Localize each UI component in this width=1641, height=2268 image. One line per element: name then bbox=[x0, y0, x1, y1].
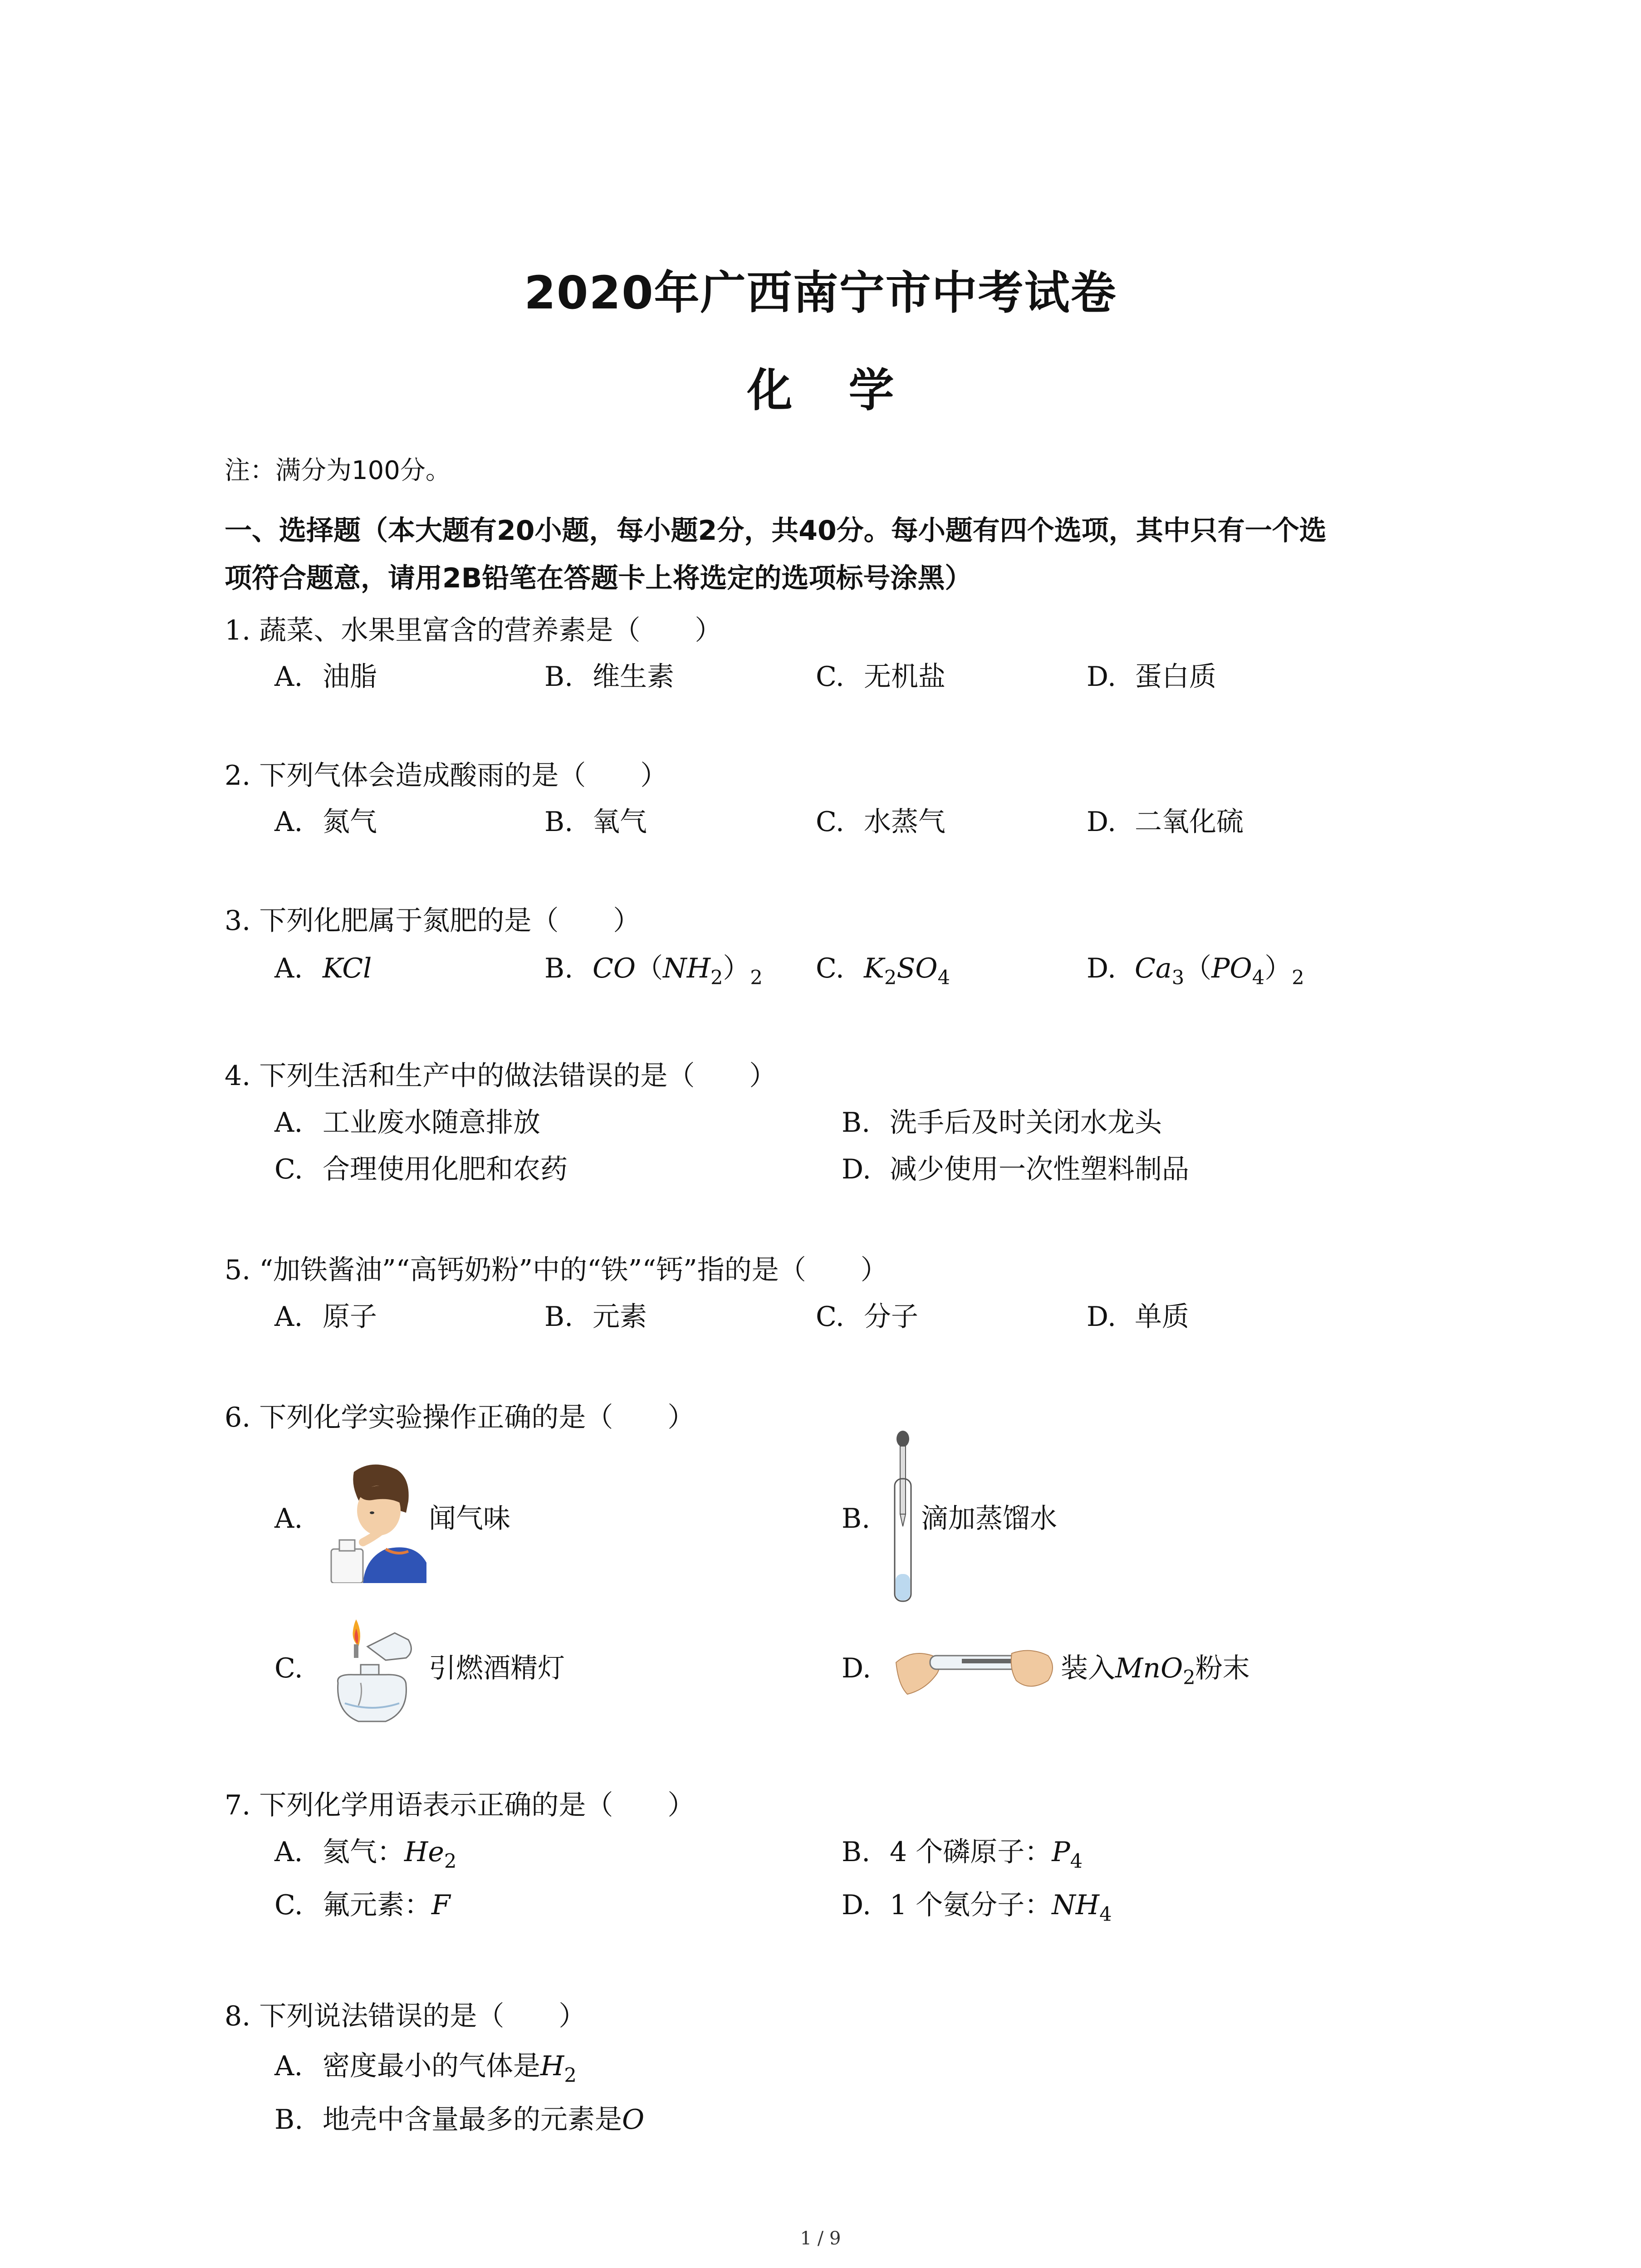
option-key: B. bbox=[544, 806, 573, 838]
subscript: 2 bbox=[1292, 967, 1304, 990]
option-key: D. bbox=[1087, 806, 1117, 838]
question-8-option-b bbox=[274, 2104, 645, 2136]
option-text: 地壳中含量最多的元素是 bbox=[323, 2104, 622, 2136]
subscript: 2 bbox=[750, 967, 763, 990]
formula: NH bbox=[1052, 1889, 1100, 1921]
option-text: 单质 bbox=[1135, 1301, 1189, 1333]
subscript: 2 bbox=[884, 967, 897, 990]
question-2-option-d bbox=[1087, 808, 1244, 836]
question-5-stem: 5. “加铁酱油”“高钙奶粉”中的“铁”“钙”指的是（ ） bbox=[225, 1254, 888, 1286]
option-text: 4 个磷原子： bbox=[890, 1836, 1052, 1868]
option-text: 分子 bbox=[864, 1301, 918, 1333]
question-6-option-c-text: 引燃酒精灯 bbox=[429, 1652, 565, 1684]
page-title: 2020年广西南宁市中考试卷 bbox=[524, 266, 1117, 319]
question-6-stem: 6. 下列化学实验操作正确的是（ ） bbox=[225, 1402, 695, 1433]
option-key: C. bbox=[816, 953, 844, 984]
option-text: 减少使用一次性塑料制品 bbox=[890, 1154, 1189, 1185]
option-key: B. bbox=[544, 661, 573, 693]
question-6-option-b-text: 滴加蒸馏水 bbox=[921, 1503, 1057, 1535]
hands-loading-test-tube-illustration bbox=[894, 1635, 1057, 1703]
question-2-option-a bbox=[274, 808, 377, 836]
option-key: B. bbox=[544, 953, 573, 984]
question-2-stem: 2. 下列气体会造成酸雨的是（ ） bbox=[225, 760, 668, 792]
question-3-option-b bbox=[544, 953, 763, 990]
option-key: C. bbox=[274, 1154, 303, 1185]
option-key: A. bbox=[274, 953, 303, 984]
subject-char-2: 学 bbox=[848, 364, 894, 417]
formula-part: SO bbox=[896, 953, 938, 984]
option-key: B. bbox=[544, 1301, 573, 1333]
question-5-option-c bbox=[816, 1301, 918, 1333]
option-key: C. bbox=[816, 806, 844, 838]
question-4-option-d bbox=[842, 1156, 1189, 1183]
subscript: 4 bbox=[1099, 1903, 1112, 1926]
formula-part: K bbox=[864, 953, 884, 984]
option-text: 密度最小的气体是 bbox=[323, 2050, 540, 2082]
question-3-option-d bbox=[1087, 953, 1304, 990]
subject-heading bbox=[0, 354, 1641, 419]
formula: KCl bbox=[323, 953, 372, 984]
question-6-option-c-key: C. bbox=[274, 1652, 303, 1684]
paren-open: （ bbox=[1184, 953, 1212, 984]
question-7-option-a bbox=[274, 1836, 457, 1873]
paren-close: ） bbox=[723, 953, 750, 984]
option-key: A. bbox=[274, 661, 303, 693]
option-text: 氮气 bbox=[323, 806, 377, 838]
option-text: 维生素 bbox=[593, 661, 674, 693]
page-number: 1 / 9 bbox=[800, 2228, 841, 2249]
question-5-option-d bbox=[1087, 1301, 1189, 1333]
formula: F bbox=[431, 1889, 451, 1921]
subscript: 2 bbox=[564, 2064, 577, 2087]
question-7-option-b bbox=[842, 1836, 1083, 1873]
question-3-option-c bbox=[816, 953, 950, 990]
section-heading-line2: 项符合题意，请用2B铅笔在答题卡上将选定的选项标号涂黑） bbox=[225, 562, 972, 594]
option-key: D. bbox=[1087, 1301, 1117, 1333]
option-key: B. bbox=[274, 2104, 304, 2136]
question-6-option-b-key: B. bbox=[842, 1503, 871, 1535]
paren-close: ） bbox=[1264, 953, 1292, 984]
dropper-over-test-tube-illustration bbox=[887, 1429, 919, 1610]
option-key: D. bbox=[842, 1154, 872, 1185]
question-2-option-b bbox=[544, 808, 647, 836]
option-text: 水蒸气 bbox=[864, 806, 945, 838]
question-5-option-a bbox=[274, 1301, 377, 1333]
formula: He bbox=[404, 1836, 444, 1868]
option-key: A. bbox=[274, 1301, 303, 1333]
option-key: A. bbox=[274, 1836, 303, 1868]
option-key: C. bbox=[816, 661, 844, 693]
option-key: A. bbox=[274, 2050, 303, 2082]
option-key: B. bbox=[842, 1836, 871, 1868]
section-heading-line1: 一、选择题（本大题有20小题，每小题2分，共40分。每小题有四个选项，其中只有一个选 bbox=[225, 515, 1327, 547]
question-6-option-a-text: 闻气味 bbox=[429, 1503, 510, 1535]
question-6-option-a-key: A. bbox=[274, 1503, 303, 1535]
option-text: 1 个氨分子： bbox=[890, 1889, 1052, 1921]
question-5-option-b bbox=[544, 1301, 647, 1333]
option-text: 合理使用化肥和农药 bbox=[323, 1154, 568, 1185]
option-key: A. bbox=[274, 806, 303, 838]
option-text: 二氧化硫 bbox=[1135, 806, 1244, 838]
option-text: 元素 bbox=[593, 1301, 647, 1333]
subscript: 4 bbox=[1252, 967, 1265, 990]
question-4-option-c bbox=[274, 1156, 568, 1183]
option-text: 装入 bbox=[1061, 1652, 1115, 1684]
question-3-stem: 3. 下列化肥属于氮肥的是（ ） bbox=[225, 905, 641, 937]
option-key: D. bbox=[1087, 661, 1117, 693]
subscript: 2 bbox=[710, 967, 723, 990]
subscript: 3 bbox=[1171, 967, 1185, 990]
option-key: C. bbox=[274, 1889, 303, 1921]
formula: H bbox=[540, 2050, 564, 2082]
formula-part: PO bbox=[1211, 953, 1252, 984]
option-text: 氧气 bbox=[593, 806, 647, 838]
question-7-stem: 7. 下列化学用语表示正确的是（ ） bbox=[225, 1789, 695, 1821]
question-6-option-d-text bbox=[1061, 1652, 1250, 1690]
formula: O bbox=[622, 2104, 645, 2136]
subject-char-1: 化 bbox=[747, 364, 793, 417]
option-text: 氟元素： bbox=[323, 1889, 431, 1921]
question-1-option-b bbox=[544, 661, 674, 693]
question-8-option-a bbox=[274, 2050, 577, 2087]
question-4-stem: 4. 下列生活和生产中的做法错误的是（ ） bbox=[225, 1060, 777, 1092]
question-1-option-c bbox=[816, 661, 945, 693]
option-text: 油脂 bbox=[323, 661, 377, 693]
option-key: A. bbox=[274, 1107, 303, 1139]
score-note: 注：满分为100分。 bbox=[225, 456, 451, 485]
question-7-option-d bbox=[842, 1889, 1112, 1926]
option-text: 洗手后及时关闭水龙头 bbox=[890, 1107, 1162, 1139]
option-key: D. bbox=[1087, 953, 1117, 984]
formula: MnO bbox=[1115, 1652, 1183, 1684]
option-text: 无机盐 bbox=[864, 661, 945, 693]
option-key: B. bbox=[842, 1107, 871, 1139]
question-4-option-b bbox=[842, 1107, 1162, 1139]
subscript: 4 bbox=[1070, 1850, 1083, 1873]
option-text: 粉末 bbox=[1195, 1652, 1250, 1684]
question-1-option-a bbox=[274, 661, 377, 693]
option-key: C. bbox=[816, 1301, 844, 1333]
question-3-option-a bbox=[274, 955, 372, 982]
formula: P bbox=[1052, 1836, 1070, 1868]
option-text: 氦气： bbox=[323, 1836, 404, 1868]
question-2-option-c bbox=[816, 808, 945, 836]
option-key: D. bbox=[842, 1889, 872, 1921]
question-8-stem: 8. 下列说法错误的是（ ） bbox=[225, 2000, 586, 2032]
question-1-stem: 1. 蔬菜、水果里富含的营养素是（ ） bbox=[225, 615, 722, 646]
subscript: 2 bbox=[1183, 1667, 1195, 1690]
question-7-option-c bbox=[274, 1889, 451, 1921]
option-text: 蛋白质 bbox=[1135, 661, 1216, 693]
boy-smelling-bottle-illustration bbox=[318, 1458, 429, 1583]
subscript: 4 bbox=[937, 967, 950, 990]
question-6-option-d-key: D. bbox=[842, 1652, 872, 1684]
formula-part: CO bbox=[593, 953, 636, 984]
lighting-alcohol-lamp-illustration bbox=[318, 1615, 431, 1733]
paren-open: （ bbox=[636, 953, 663, 984]
question-1-option-d bbox=[1087, 661, 1216, 693]
option-text: 原子 bbox=[323, 1301, 377, 1333]
option-text: 工业废水随意排放 bbox=[323, 1107, 540, 1139]
question-4-option-a bbox=[274, 1107, 540, 1139]
subscript: 2 bbox=[444, 1850, 457, 1873]
formula-part: NH bbox=[663, 953, 710, 984]
formula-part: Ca bbox=[1135, 953, 1172, 984]
